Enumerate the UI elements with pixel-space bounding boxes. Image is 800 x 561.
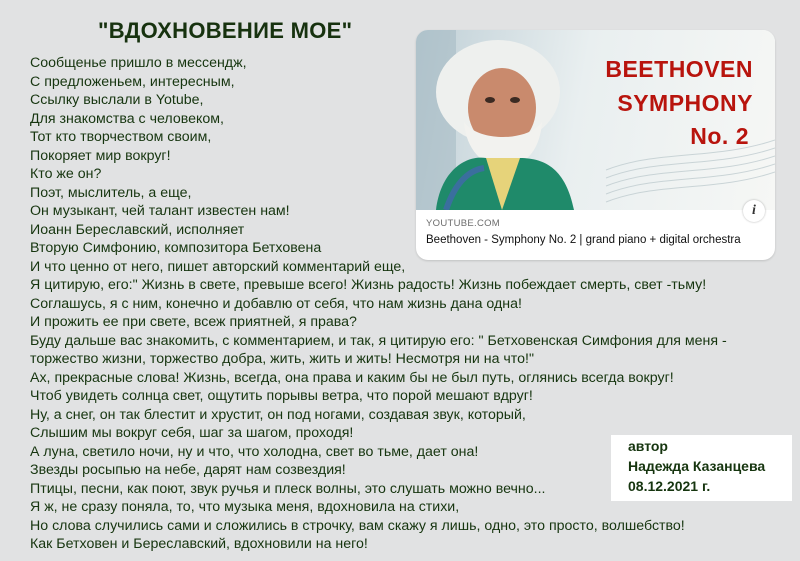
poem-line: И прожить ее при свете, всеж приятней, я права? — [30, 314, 357, 330]
video-thumbnail[interactable] — [416, 30, 775, 210]
thumbnail-text-symphony: SYMPHONY — [617, 90, 753, 116]
poem-line: Как Бетховен и Береславский, вдохновили на него! — [30, 536, 368, 552]
poem-line: Иоанн Береславский, исполняет — [30, 221, 245, 238]
poem-line: Соглашусь, я с ним, конечно и добавлю от себя, что нам жизнь дана одна! — [30, 295, 522, 312]
poem-line: Тот кто творчеством своим, — [30, 129, 212, 145]
poem-line: Для знакомства с человеком, — [30, 110, 224, 127]
poem-line: Я ж, не сразу поняла, то, что музыка меня, вдохновила на стихи, — [30, 499, 460, 515]
poem-line: Кто же он? — [30, 166, 102, 182]
author-date: 08.12.2021 г. — [628, 478, 711, 494]
poem-line: С предложеньем, интересным, — [30, 73, 235, 90]
video-title-link[interactable]: Beethoven - Symphony No. 2 | grand piano + digital orchestra — [426, 234, 741, 246]
poem-line: Сообщенье пришло в мессендж, — [30, 55, 247, 71]
youtube-link-preview[interactable] — [416, 30, 775, 260]
poem-line: Но слова случились сами и сложились в строчку, вам скажу я лишь, одно, это просто, волшебство! — [30, 517, 685, 534]
poem-line: Я цитирую, его:" Жизнь в свете, превыше всего! Жизнь радость! Жизнь побеждает смерть, свет -тьму! — [30, 277, 707, 293]
poem-line: Буду дальше вас знакомить, с комментарием, и так, я цитирую его: " Бетховенская Симфония для меня - — [30, 332, 727, 349]
poem-line: Вторую Симфонию, композитора Бетховена — [30, 240, 322, 256]
thumbnail-text-number: No. 2 — [690, 123, 749, 149]
thumbnail-text-beethoven: BEETHOVEN — [605, 56, 753, 82]
poem-line: Слышим мы вокруг себя, шаг за шагом, проходя! — [30, 425, 354, 441]
poem-line: А луна, светило ночи, ну и что, что холодна, свет во тьме, дает она! — [30, 443, 479, 460]
poem-line: Птицы, песни, как поют, звук ручья и плеск волны, это слушать можно вечно... — [30, 480, 546, 497]
poem-line: Ну, а снег, он так блестит и хрустит, он под ногами, создавая звук, который, — [30, 406, 526, 423]
poem-line: Он музыкант, чей талант известен нам! — [30, 203, 290, 219]
info-icon[interactable]: i — [743, 200, 765, 222]
poem-line: И что ценно от него, пишет авторский комментарий еще, — [30, 258, 406, 275]
poem-line: Ссылку выслали в Yotube, — [30, 92, 204, 108]
poem-line: Звезды росыпью на небе, дарят нам созвездия! — [30, 462, 346, 478]
link-source-domain: YOUTUBE.COM — [426, 218, 501, 229]
page-title: "ВДОХНОВЕНИЕ МОЕ" — [98, 18, 353, 43]
author-signature-box — [611, 435, 792, 501]
poem-line: Чтоб увидеть солнца свет, ощутить порывы ветра, что порой мешают вдруг! — [30, 388, 533, 404]
poem-line: Ах, прекрасные слова! Жизнь, всегда, она права и каким бы не был путь, оглянись всегда вокруг! — [30, 369, 674, 386]
poem-line: Покоряет мир вокруг! — [30, 147, 171, 164]
poem-line: торжество жизни, торжество добра, жить, жить и жить! Несмотря ни на что!" — [30, 351, 535, 367]
poem-line: Поэт, мыслитель, а еще, — [30, 184, 192, 201]
author-name: Надежда Казанцева — [628, 458, 766, 474]
author-label: автор — [628, 438, 668, 454]
